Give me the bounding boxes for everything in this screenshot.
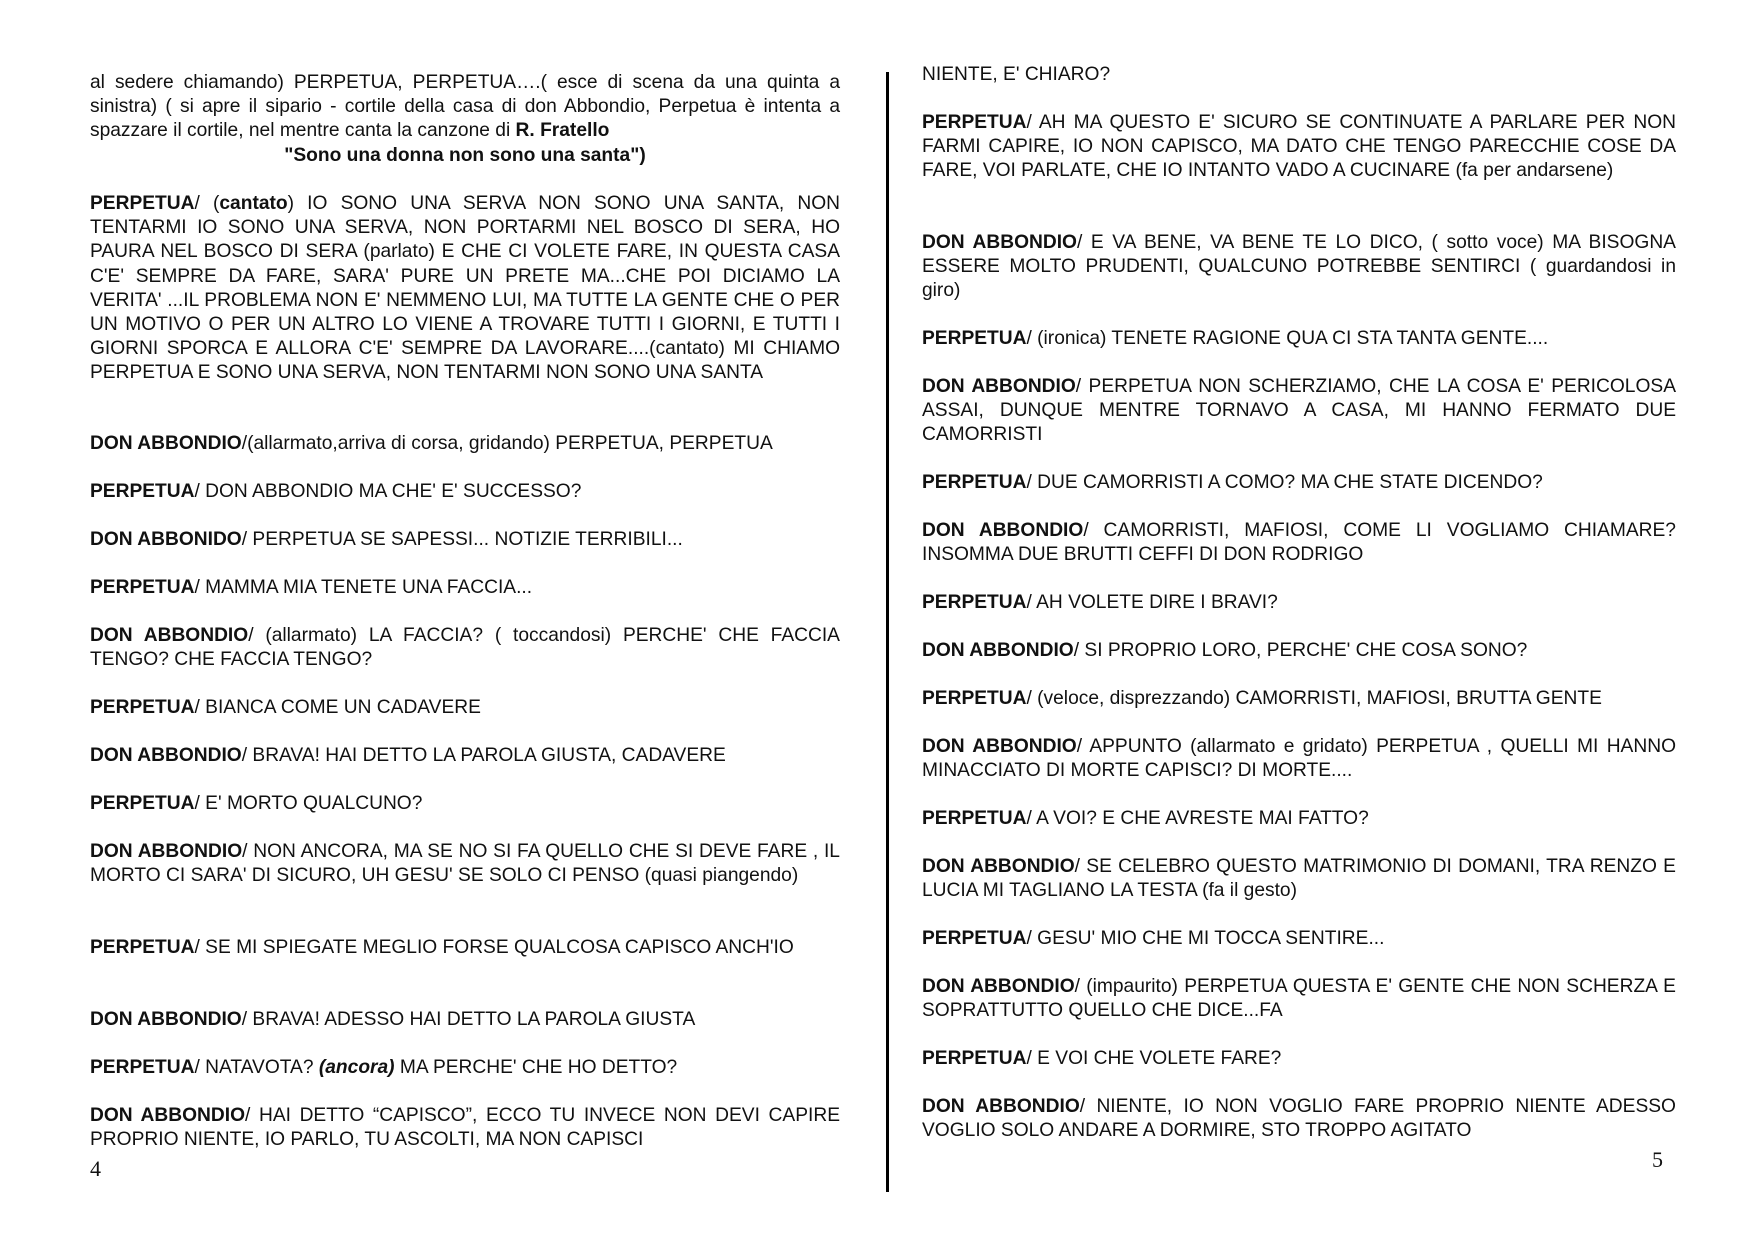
dialogue-line: DON ABBONDIO/ E VA BENE, VA BENE TE LO DICO, ( sotto voce) MA BISOGNA ESSERE MOLTO PRUDENTI, QUALCUNO POTREBBE SENTIRCI ( guardandosi in giro): [922, 232, 1676, 302]
dialogue-line: DON ABBONDIO/ SI PROPRIO LORO, PERCHE' CHE COSA SONO?: [922, 640, 1528, 661]
dialogue-line: PERPETUA/ (cantato) IO SONO UNA SERVA NON SONO UNA SANTA, NON TENTARMI IO SONO UNA SERVA, NON PORTARMI NEL BOSCO DI SERA, HO PAURA NEL BOSCO DI SERA (parlato) E CHE CI VOLETE FARE, IN QUESTA CASA C'E' SEMPRE DA FARE, SARA' PURE UN PRETE MA...CHE POI DICIAMO LA VERITA' ...IL PROBLEMA NON E' NEMMENO LUI, MA TUTTE LA GENTE CHE O PER UN MOTIVO O PER UN ALTRO LO VIENE A TROVARE TUTTI I GIORNI, E TUTTI I GIORNI SPORCA E ALLORA C'E' SEMPRE DA LAVORARE....(cantato) MI CHIAMO PERPETUA E SONO UNA SERVA, NON TENTARMI NON SONO UNA SANTA: [90, 193, 840, 384]
dialogue-continuation: NIENTE, E' CHIARO?: [922, 64, 1111, 85]
page-divider: [886, 72, 889, 1192]
song-title: "Sono una donna non sono una santa"): [284, 145, 646, 166]
dialogue-line: DON ABBONDIO/ CAMORRISTI, MAFIOSI, COME LI VOGLIAMO CHIAMARE? INSOMMA DUE BRUTTI CEFFI DI DON RODRIGO: [922, 520, 1676, 566]
dialogue-line: PERPETUA/ DON ABBONDIO MA CHE' E' SUCCESSO?: [90, 481, 582, 502]
dialogue-line: DON ABBONDIO/ SE CELEBRO QUESTO MATRIMONIO DI DOMANI, TRA RENZO E LUCIA MI TAGLIANO LA TESTA (fa il gesto): [922, 856, 1676, 902]
dialogue-line: DON ABBONDIO/ (impaurito) PERPETUA QUESTA E' GENTE CHE NON SCHERZA E SOPRATTUTTO QUELLO CHE DICE...FA: [922, 976, 1676, 1022]
dialogue-line: DON ABBONDIO/ NON ANCORA, MA SE NO SI FA QUELLO CHE SI DEVE FARE , IL MORTO CI SARA' DI SICURO, UH GESU' SE SOLO CI PENSO (quasi piangendo): [90, 841, 840, 887]
dialogue-line: PERPETUA/ NATAVOTA? (ancora) MA PERCHE' CHE HO DETTO?: [90, 1057, 678, 1078]
dialogue-line: PERPETUA/ (ironica) TENETE RAGIONE QUA CI STA TANTA GENTE....: [922, 328, 1549, 349]
dialogue-line: DON ABBONIDO/ PERPETUA SE SAPESSI... NOTIZIE TERRIBILI...: [90, 529, 683, 550]
dialogue-line: DON ABBONDIO/ BRAVA! ADESSO HAI DETTO LA PAROLA GIUSTA: [90, 1009, 696, 1030]
dialogue-line: DON ABBONDIO/ BRAVA! HAI DETTO LA PAROLA GIUSTA, CADAVERE: [90, 745, 726, 766]
dialogue-line: PERPETUA/ MAMMA MIA TENETE UNA FACCIA...: [90, 577, 533, 598]
dialogue-line: PERPETUA/ AH VOLETE DIRE I BRAVI?: [922, 592, 1278, 613]
dialogue-line: DON ABBONDIO/(allarmato,arriva di corsa, gridando) PERPETUA, PERPETUA: [90, 433, 773, 454]
stage-direction-intro: al sedere chiamando) PERPETUA, PERPETUA….( esce di scena da una quinta a sinistra) ( si apre il sipario - cortile della casa di don Abbondio, Perpetua è intenta a spazzare il cortile, nel mentre canta la canzone di R. Fratello: [90, 72, 840, 142]
dialogue-line: PERPETUA/ SE MI SPIEGATE MEGLIO FORSE QUALCOSA CAPISCO ANCH'IO: [90, 937, 794, 958]
dialogue-line: PERPETUA/ E' MORTO QUALCUNO?: [90, 793, 423, 814]
page-number-right: 5: [1652, 1147, 1663, 1172]
dialogue-line: PERPETUA/ AH MA QUESTO E' SICURO SE CONTINUATE A PARLARE PER NON FARMI CAPIRE, IO NON CAPISCO, MA DATO CHE TENGO PARECCHIE COSE DA FARE, VOI PARLATE, CHE IO INTANTO VADO A CUCINARE (fa per andarsene): [922, 112, 1676, 182]
dialogue-line: PERPETUA/ BIANCA COME UN CADAVERE: [90, 697, 481, 718]
page-number-left: 4: [90, 1156, 101, 1181]
dialogue-line: DON ABBONDIO/ (allarmato) LA FACCIA? ( toccandosi) PERCHE' CHE FACCIA TENGO? CHE FACCIA TENGO?: [90, 625, 840, 671]
dialogue-line: DON ABBONDIO/ HAI DETTO “CAPISCO”, ECCO TU INVECE NON DEVI CAPIRE PROPRIO NIENTE, IO PARLO, TU ASCOLTI, MA NON CAPISCI: [90, 1105, 840, 1151]
dialogue-line: PERPETUA/ (veloce, disprezzando) CAMORRISTI, MAFIOSI, BRUTTA GENTE: [922, 688, 1602, 709]
dialogue-line: DON ABBONDIO/ NIENTE, IO NON VOGLIO FARE PROPRIO NIENTE ADESSO VOGLIO SOLO ANDARE A DORMIRE, STO TROPPO AGITATO: [922, 1096, 1676, 1142]
dialogue-line: PERPETUA/ DUE CAMORRISTI A COMO? MA CHE STATE DICENDO?: [922, 472, 1543, 493]
dialogue-line: PERPETUA/ GESU' MIO CHE MI TOCCA SENTIRE...: [922, 928, 1385, 949]
dialogue-line: DON ABBONDIO/ PERPETUA NON SCHERZIAMO, CHE LA COSA E' PERICOLOSA ASSAI, DUNQUE MENTRE TORNAVO A CASA, MI HANNO FERMATO DUE CAMORRISTI: [922, 376, 1676, 446]
dialogue-line: PERPETUA/ E VOI CHE VOLETE FARE?: [922, 1048, 1282, 1069]
dialogue-line: PERPETUA/ A VOI? E CHE AVRESTE MAI FATTO?: [922, 808, 1369, 829]
dialogue-line: DON ABBONDIO/ APPUNTO (allarmato e gridato) PERPETUA , QUELLI MI HANNO MINACCIATO DI MORTE CAPISCI? DI MORTE....: [922, 736, 1676, 782]
